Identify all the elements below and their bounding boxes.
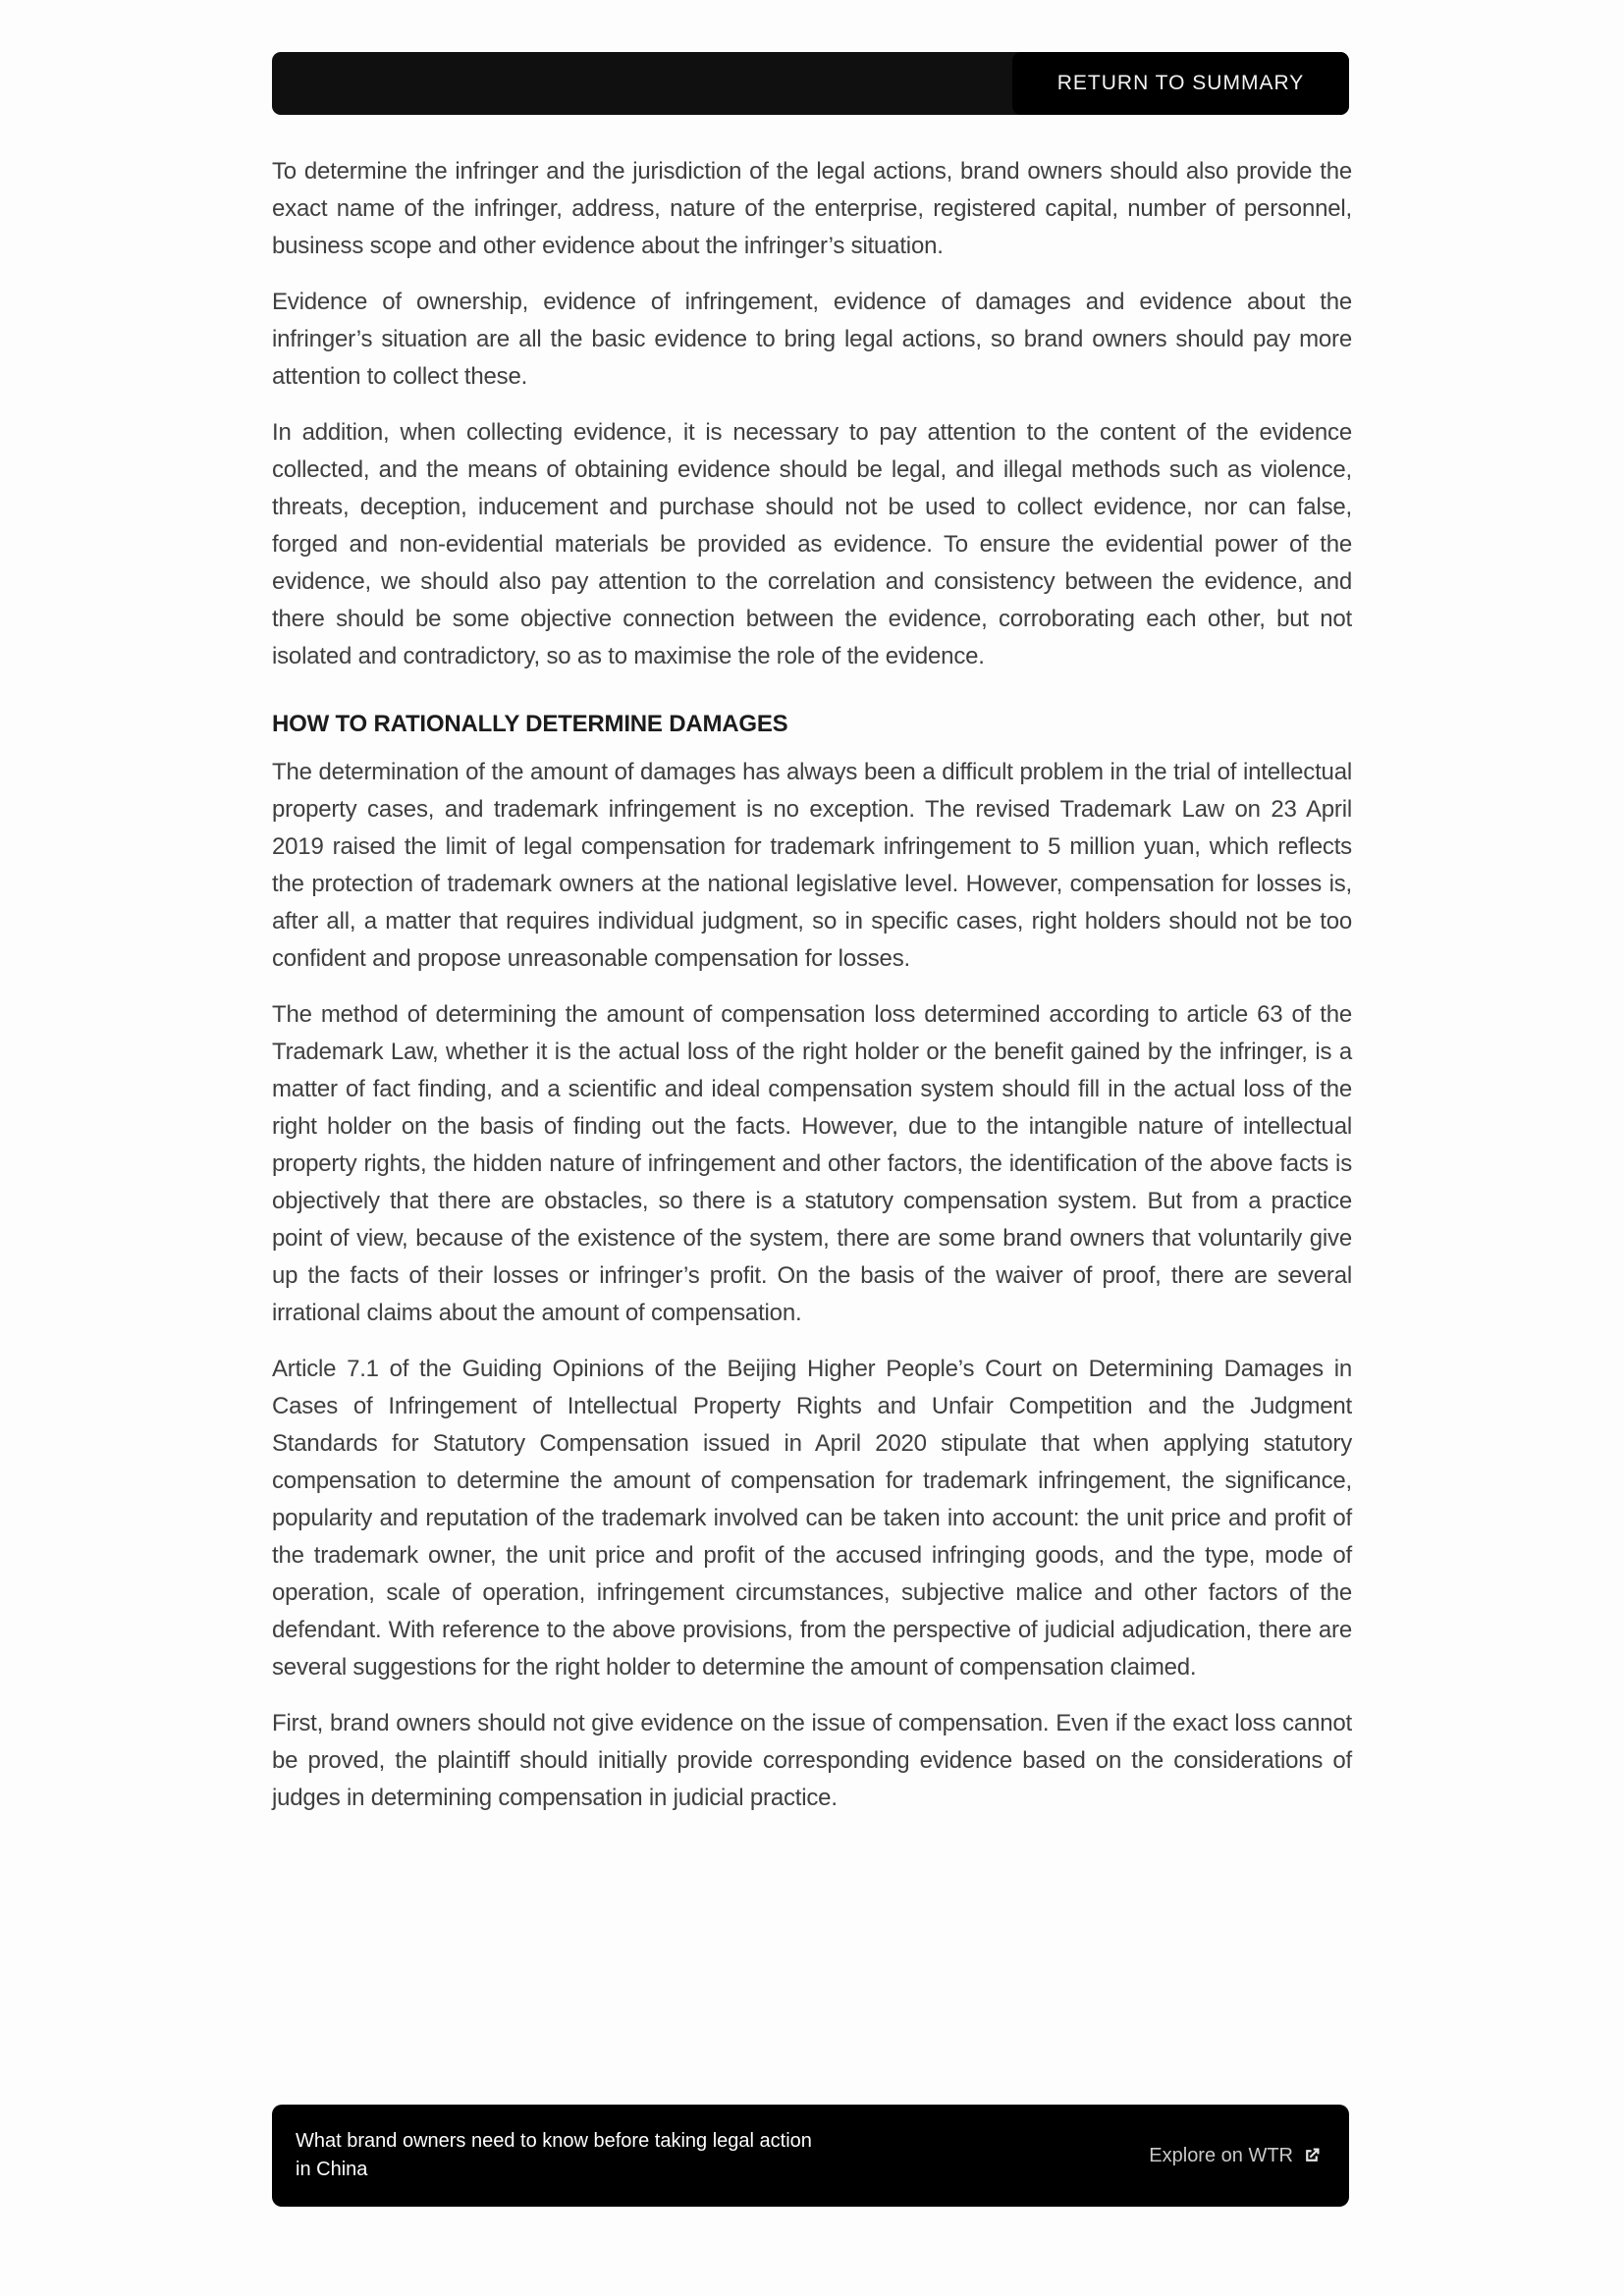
body-paragraph: First, brand owners should not give evidence on the issue of compensation. Even if the exact loss cannot be proved, the plaintiff should initially provide corresponding evidence based on the considerations of judges in determining compensation in judicial practice. <box>272 1710 1352 1811</box>
body-paragraph: The determination of the amount of damages has always been a difficult problem in the trial of intellectual property cases, and trademark infringement is no exception. The revised Trademark Law on 23 April 2019 raised the limit of legal compensation for trademark infringement to 5 million yuan, which reflects the protection of trademark owners at the national legislative level. However, compensation for losses is, after all, a matter that requires individual judgment, so in specific cases, right holders should not be too confident and propose unreasonable compensation for losses. <box>272 759 1352 972</box>
explore-on-wtr-label: Explore on WTR <box>1149 2144 1293 2166</box>
footer-title-line-2: in China <box>296 2159 368 2180</box>
footer-bar <box>272 2105 1349 2207</box>
return-to-summary-label: RETURN TO SUMMARY <box>1056 72 1305 94</box>
article-body <box>272 153 1352 1836</box>
external-link-icon <box>1302 2146 1322 2165</box>
body-paragraph: In addition, when collecting evidence, it is necessary to pay attention to the content of the evidence collected, and the means of obtaining evidence should be legal, and illegal methods such as violence, threats, deception, inducement and purchase should not be used to collect evidence, nor can false, forged and non-evidential materials be provided as evidence. To ensure the evidential power of the evidence, we should also pay attention to the correlation and consistency between the evidence, and there should be some objective connection between the evidence, corroborating each other, but not isolated and contradictory, so as to maximise the role of the evidence. <box>272 419 1352 669</box>
footer-article-title <box>296 2127 812 2184</box>
body-paragraph: Article 7.1 of the Guiding Opinions of the Beijing Higher People’s Court on Determining Damages in Cases of Infringement of Intellectual Property Rights and Unfair Competition and the Judgment Standards for Statutory Compensation issued in April 2020 stipulate that when applying statutory compensation to determine the amount of compensation for trademark infringement, the significance, popularity and reputation of the trademark involved can be taken into account: the unit price and profit of the trademark owner, the unit price and profit of the accused infringing goods, and the type, mode of operation, scale of operation, infringement circumstances, subjective malice and other factors of the defendant. With reference to the above provisions, from the perspective of judicial adjudication, there are several suggestions for the right holder to determine the amount of compensation claimed. <box>272 1356 1352 1681</box>
body-paragraph: To determine the infringer and the jurisdiction of the legal actions, brand owners should also provide the exact name of the infringer, address, nature of the enterprise, registered capital, number of personnel, business scope and other evidence about the infringer’s situation. <box>272 158 1352 259</box>
body-paragraph: The method of determining the amount of compensation loss determined according to article 63 of the Trademark Law, whether it is the actual loss of the right holder or the benefit gained by the infringer, is a matter of fact finding, and a scientific and ideal compensation system should fill in the actual loss of the right holder on the basis of finding out the facts. However, due to the intangible nature of intellectual property rights, the hidden nature of infringement and other factors, the identification of the above facts is objectively that there are obstacles, so there is a statutory compensation system. But from a practice point of view, because of the existence of the system, there are some brand owners that voluntarily give up the facts of their losses or infringer’s profit. On the basis of the waiver of proof, there are several irrational claims about the amount of compensation. <box>272 1001 1352 1326</box>
body-paragraph: Evidence of ownership, evidence of infringement, evidence of damages and evidence about the infringer’s situation are all the basic evidence to bring legal actions, so brand owners should pay more attention to collect these. <box>272 289 1352 390</box>
return-to-summary-bar <box>272 52 1349 115</box>
footer-title-line-1: What brand owners need to know before taking legal action <box>296 2130 812 2152</box>
return-to-summary-button[interactable] <box>1012 52 1349 115</box>
section-heading: HOW TO RATIONALLY DETERMINE DAMAGES <box>272 711 788 737</box>
explore-on-wtr-link[interactable] <box>1149 2145 1322 2167</box>
